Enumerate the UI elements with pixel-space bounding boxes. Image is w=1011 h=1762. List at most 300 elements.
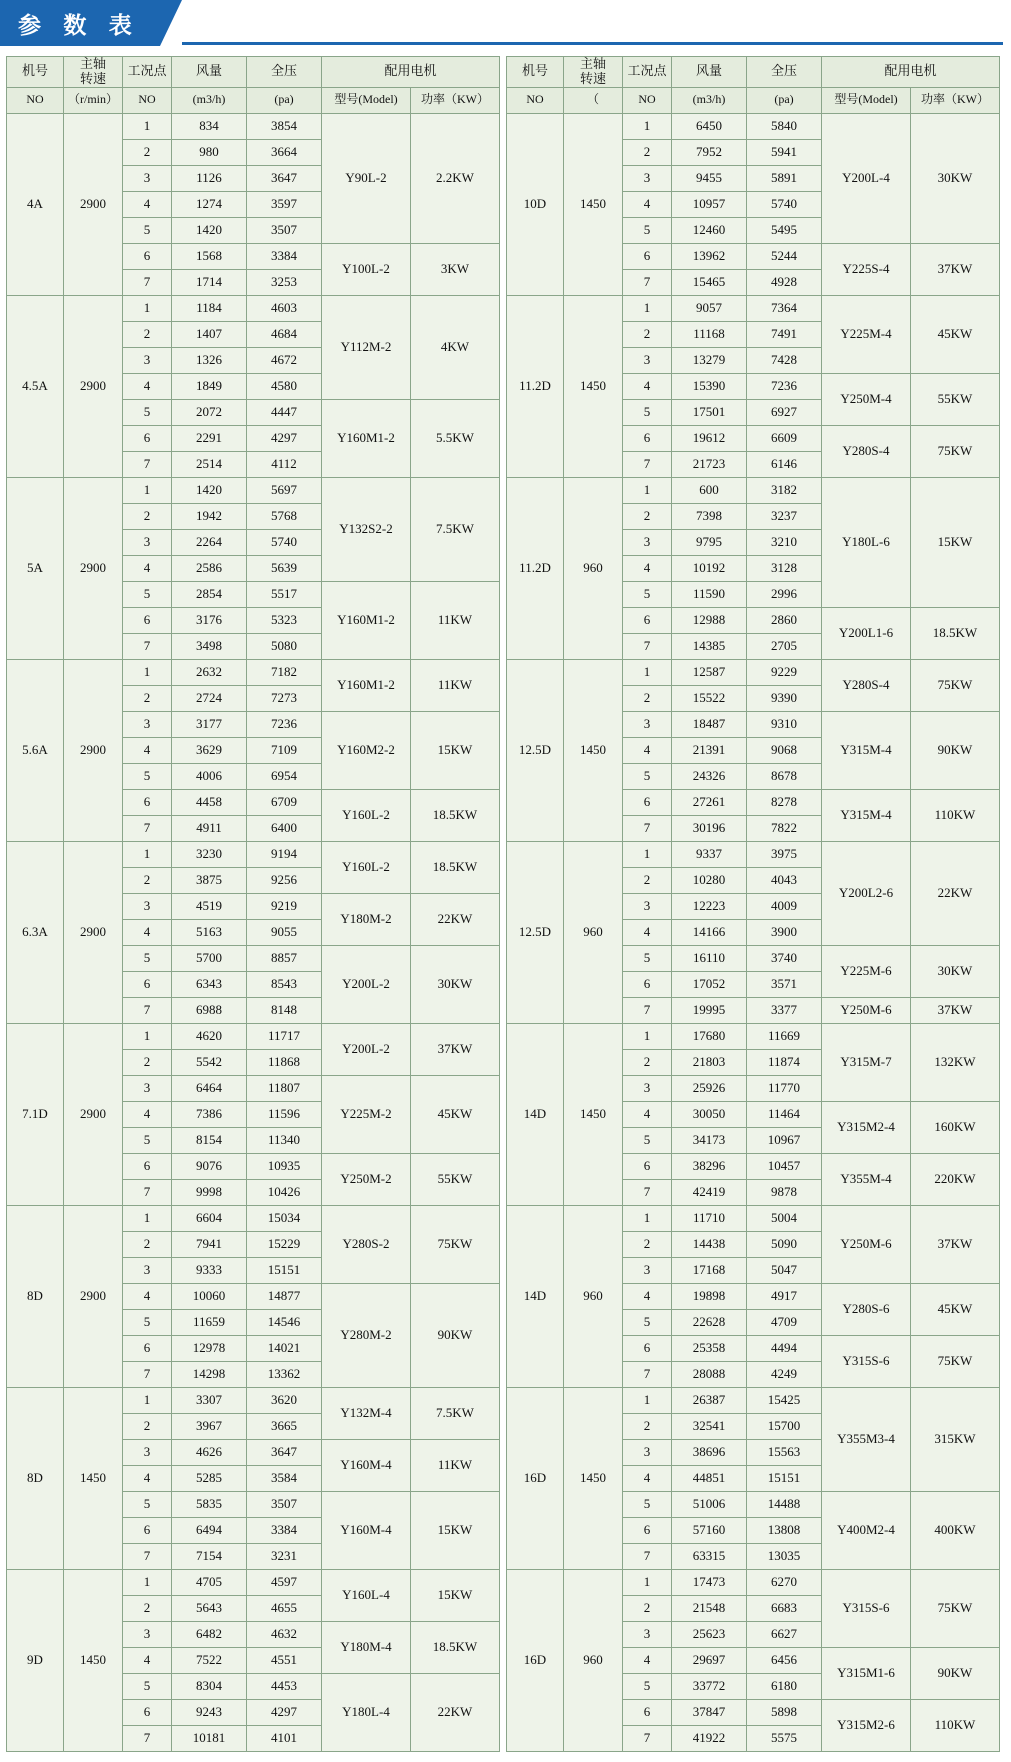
cell-point: 6 (123, 1153, 172, 1179)
cell-point: 3 (623, 529, 672, 555)
cell-flow: 29697 (672, 1647, 747, 1673)
cell-point: 6 (623, 243, 672, 269)
cell-flow: 7522 (172, 1647, 247, 1673)
table-row (507, 1205, 1000, 1231)
cell-press: 4684 (247, 321, 322, 347)
cell-flow: 6482 (172, 1621, 247, 1647)
cell-flow: 18487 (672, 711, 747, 737)
cell-rpm: 2900 (64, 1205, 123, 1387)
cell-press: 7822 (747, 815, 822, 841)
cell-point: 5 (623, 763, 672, 789)
cell-flow: 30050 (672, 1101, 747, 1127)
header-motor: 配用电机 (822, 57, 1000, 88)
cell-point: 7 (623, 1725, 672, 1751)
cell-point: 4 (623, 1465, 672, 1491)
cell-motor-model: Y200L1-6 (822, 607, 911, 659)
cell-point: 7 (623, 451, 672, 477)
cell-point: 6 (123, 1517, 172, 1543)
cell-press: 5080 (247, 633, 322, 659)
cell-flow: 5643 (172, 1595, 247, 1621)
table-row (507, 477, 1000, 503)
cell-point: 7 (123, 451, 172, 477)
cell-flow: 9243 (172, 1699, 247, 1725)
cell-motor-power: 15KW (411, 1569, 500, 1621)
cell-motor-power: 75KW (911, 1569, 1000, 1647)
header-model: 型号(Model) (822, 87, 911, 113)
cell-motor-model: Y180M-4 (322, 1621, 411, 1673)
cell-press: 10426 (247, 1179, 322, 1205)
cell-point: 6 (123, 243, 172, 269)
cell-flow: 2514 (172, 451, 247, 477)
cell-press: 6270 (747, 1569, 822, 1595)
cell-flow: 9455 (672, 165, 747, 191)
cell-press: 4709 (747, 1309, 822, 1335)
cell-motor-model: Y200L2-6 (822, 841, 911, 945)
cell-press: 4580 (247, 373, 322, 399)
cell-flow: 17052 (672, 971, 747, 997)
cell-press: 6927 (747, 399, 822, 425)
table-row (7, 1387, 500, 1413)
cell-point: 4 (123, 1465, 172, 1491)
cell-motor-power: 37KW (911, 243, 1000, 295)
cell-flow: 600 (672, 477, 747, 503)
cell-press: 15700 (747, 1413, 822, 1439)
cell-motor-power: 37KW (911, 997, 1000, 1023)
cell-point: 3 (623, 347, 672, 373)
cell-flow: 38696 (672, 1439, 747, 1465)
cell-point: 3 (123, 1257, 172, 1283)
cell-press: 4101 (247, 1725, 322, 1751)
cell-press: 7273 (247, 685, 322, 711)
cell-motor-power: 75KW (911, 425, 1000, 477)
cell-flow: 1326 (172, 347, 247, 373)
cell-machine-no: 11.2D (507, 295, 564, 477)
cell-motor-model: Y250M-6 (822, 997, 911, 1023)
cell-press: 11340 (247, 1127, 322, 1153)
cell-press: 7236 (247, 711, 322, 737)
cell-flow: 9333 (172, 1257, 247, 1283)
cell-press: 11669 (747, 1023, 822, 1049)
cell-rpm: 1450 (564, 113, 623, 295)
cell-press: 15229 (247, 1231, 322, 1257)
cell-point: 5 (623, 581, 672, 607)
cell-machine-no: 14D (507, 1023, 564, 1205)
cell-motor-power: 220KW (911, 1153, 1000, 1205)
cell-motor-model: Y160L-2 (322, 841, 411, 893)
cell-point: 4 (123, 373, 172, 399)
cell-motor-power: 110KW (911, 1699, 1000, 1751)
cell-point: 2 (623, 1413, 672, 1439)
cell-point: 5 (123, 1127, 172, 1153)
cell-flow: 6343 (172, 971, 247, 997)
cell-motor-model: Y250M-6 (822, 1205, 911, 1283)
cell-rpm: 1450 (564, 295, 623, 477)
cell-point: 2 (623, 867, 672, 893)
cell-machine-no: 16D (507, 1387, 564, 1569)
cell-flow: 5700 (172, 945, 247, 971)
cell-flow: 51006 (672, 1491, 747, 1517)
cell-motor-model: Y132S2-2 (322, 477, 411, 581)
cell-point: 1 (123, 295, 172, 321)
table-row (7, 295, 500, 321)
cell-point: 5 (623, 1309, 672, 1335)
cell-motor-model: Y280S-2 (322, 1205, 411, 1283)
cell-flow: 44851 (672, 1465, 747, 1491)
cell-press: 6180 (747, 1673, 822, 1699)
cell-press: 6627 (747, 1621, 822, 1647)
cell-flow: 17473 (672, 1569, 747, 1595)
cell-press: 3507 (247, 1491, 322, 1517)
cell-motor-power: 30KW (911, 113, 1000, 243)
cell-press: 4603 (247, 295, 322, 321)
cell-flow: 25358 (672, 1335, 747, 1361)
cell-motor-power: 11KW (411, 659, 500, 711)
cell-press: 13362 (247, 1361, 322, 1387)
cell-point: 5 (623, 1673, 672, 1699)
cell-press: 11464 (747, 1101, 822, 1127)
cell-point: 5 (623, 399, 672, 425)
cell-press: 2860 (747, 607, 822, 633)
cell-motor-model: Y315M2-6 (822, 1699, 911, 1751)
cell-motor-power: 15KW (911, 477, 1000, 607)
cell-press: 7182 (247, 659, 322, 685)
cell-point: 3 (123, 893, 172, 919)
cell-motor-model: Y160L-2 (322, 789, 411, 841)
cell-flow: 57160 (672, 1517, 747, 1543)
cell-press: 8857 (247, 945, 322, 971)
cell-flow: 10192 (672, 555, 747, 581)
cell-flow: 12988 (672, 607, 747, 633)
cell-press: 3377 (747, 997, 822, 1023)
cell-flow: 1849 (172, 373, 247, 399)
cell-motor-model: Y225M-2 (322, 1075, 411, 1153)
cell-machine-no: 16D (507, 1569, 564, 1751)
cell-point: 7 (123, 633, 172, 659)
cell-motor-power: 22KW (411, 1673, 500, 1751)
cell-press: 3384 (247, 1517, 322, 1543)
cell-flow: 34173 (672, 1127, 747, 1153)
cell-motor-model: Y280M-2 (322, 1283, 411, 1387)
table-row (7, 477, 500, 503)
cell-flow: 15390 (672, 373, 747, 399)
cell-press: 5517 (247, 581, 322, 607)
cell-motor-model: Y200L-2 (322, 1023, 411, 1075)
header-row-units (7, 87, 500, 113)
header-rpm-unit: （ (564, 87, 623, 113)
cell-flow: 2724 (172, 685, 247, 711)
page-title: 参 数 表 (0, 0, 160, 46)
cell-point: 2 (123, 321, 172, 347)
cell-point: 4 (123, 1101, 172, 1127)
cell-motor-power: 15KW (411, 1491, 500, 1569)
cell-motor-model: Y250M-2 (322, 1153, 411, 1205)
cell-press: 4672 (247, 347, 322, 373)
cell-press: 5740 (247, 529, 322, 555)
cell-machine-no: 5A (7, 477, 64, 659)
cell-flow: 9076 (172, 1153, 247, 1179)
cell-flow: 22628 (672, 1309, 747, 1335)
cell-press: 13035 (747, 1543, 822, 1569)
cell-point: 7 (623, 1361, 672, 1387)
cell-point: 5 (623, 945, 672, 971)
cell-press: 4447 (247, 399, 322, 425)
cell-motor-power: 90KW (911, 711, 1000, 789)
cell-flow: 14166 (672, 919, 747, 945)
cell-flow: 2264 (172, 529, 247, 555)
cell-press: 3597 (247, 191, 322, 217)
cell-motor-power: 11KW (411, 581, 500, 659)
cell-press: 9194 (247, 841, 322, 867)
cell-flow: 3875 (172, 867, 247, 893)
cell-motor-model: Y100L-2 (322, 243, 411, 295)
cell-point: 5 (123, 1673, 172, 1699)
cell-press: 5768 (247, 503, 322, 529)
page-banner (0, 0, 1011, 56)
cell-press: 5495 (747, 217, 822, 243)
cell-flow: 19898 (672, 1283, 747, 1309)
cell-flow: 24326 (672, 763, 747, 789)
cell-press: 9219 (247, 893, 322, 919)
cell-flow: 7952 (672, 139, 747, 165)
cell-motor-power: 7.5KW (411, 1387, 500, 1439)
cell-point: 6 (623, 607, 672, 633)
cell-point: 7 (123, 997, 172, 1023)
cell-motor-model: Y355M-4 (822, 1153, 911, 1205)
cell-press: 6400 (247, 815, 322, 841)
cell-flow: 12460 (672, 217, 747, 243)
cell-press: 15034 (247, 1205, 322, 1231)
cell-flow: 4620 (172, 1023, 247, 1049)
cell-press: 3237 (747, 503, 822, 529)
cell-flow: 4626 (172, 1439, 247, 1465)
cell-flow: 8304 (172, 1673, 247, 1699)
cell-press: 6709 (247, 789, 322, 815)
cell-point: 1 (623, 841, 672, 867)
table-row (7, 113, 500, 139)
cell-press: 9390 (747, 685, 822, 711)
cell-motor-power: 110KW (911, 789, 1000, 841)
cell-point: 4 (123, 919, 172, 945)
cell-point: 3 (123, 347, 172, 373)
table-body (507, 113, 1000, 1751)
cell-motor-model: Y250M-4 (822, 373, 911, 425)
header-no-unit: NO (507, 87, 564, 113)
header-power: 功率（KW） (911, 87, 1000, 113)
cell-flow: 3307 (172, 1387, 247, 1413)
cell-flow: 10181 (172, 1725, 247, 1751)
cell-point: 3 (123, 165, 172, 191)
cell-point: 4 (623, 1283, 672, 1309)
cell-press: 5575 (747, 1725, 822, 1751)
cell-press: 3128 (747, 555, 822, 581)
cell-point: 5 (123, 399, 172, 425)
cell-motor-power: 315KW (911, 1387, 1000, 1491)
header-point: 工况点 (623, 57, 672, 88)
cell-point: 4 (623, 373, 672, 399)
cell-press: 4632 (247, 1621, 322, 1647)
cell-point: 5 (623, 217, 672, 243)
cell-rpm: 960 (564, 477, 623, 659)
cell-flow: 42419 (672, 1179, 747, 1205)
cell-machine-no: 8D (7, 1205, 64, 1387)
cell-flow: 17680 (672, 1023, 747, 1049)
header-row-units (507, 87, 1000, 113)
cell-point: 6 (623, 971, 672, 997)
cell-press: 11596 (247, 1101, 322, 1127)
cell-press: 7428 (747, 347, 822, 373)
cell-flow: 25926 (672, 1075, 747, 1101)
cell-motor-power: 22KW (911, 841, 1000, 945)
cell-point: 3 (623, 711, 672, 737)
cell-press: 4917 (747, 1283, 822, 1309)
cell-flow: 10957 (672, 191, 747, 217)
cell-point: 4 (123, 737, 172, 763)
cell-motor-power: 45KW (911, 1283, 1000, 1335)
header-flow: 风量 (172, 57, 247, 88)
cell-motor-model: Y225M-4 (822, 295, 911, 373)
cell-flow: 2586 (172, 555, 247, 581)
header-row-primary (507, 57, 1000, 88)
cell-flow: 1274 (172, 191, 247, 217)
cell-flow: 33772 (672, 1673, 747, 1699)
cell-press: 5090 (747, 1231, 822, 1257)
cell-press: 15563 (747, 1439, 822, 1465)
cell-flow: 6604 (172, 1205, 247, 1231)
cell-point: 5 (123, 217, 172, 243)
cell-motor-model: Y160L-4 (322, 1569, 411, 1621)
cell-motor-power: 37KW (411, 1023, 500, 1075)
cell-machine-no: 12.5D (507, 841, 564, 1023)
cell-flow: 1420 (172, 217, 247, 243)
cell-rpm: 2900 (64, 659, 123, 841)
cell-point: 5 (623, 1127, 672, 1153)
cell-press: 15425 (747, 1387, 822, 1413)
cell-press: 3384 (247, 243, 322, 269)
table-row (507, 1023, 1000, 1049)
cell-point: 5 (123, 581, 172, 607)
cell-point: 3 (123, 1439, 172, 1465)
cell-rpm: 2900 (64, 841, 123, 1023)
cell-flow: 7398 (672, 503, 747, 529)
cell-motor-model: Y200L-4 (822, 113, 911, 243)
cell-point: 1 (623, 113, 672, 139)
cell-motor-model: Y180L-6 (822, 477, 911, 607)
cell-press: 11807 (247, 1075, 322, 1101)
cell-point: 6 (123, 789, 172, 815)
cell-press: 10457 (747, 1153, 822, 1179)
cell-press: 9878 (747, 1179, 822, 1205)
cell-press: 4655 (247, 1595, 322, 1621)
cell-flow: 16110 (672, 945, 747, 971)
cell-point: 5 (623, 1491, 672, 1517)
cell-flow: 3498 (172, 633, 247, 659)
cell-point: 7 (123, 1543, 172, 1569)
cell-flow: 5542 (172, 1049, 247, 1075)
cell-press: 5840 (747, 113, 822, 139)
table-head (507, 57, 1000, 114)
cell-press: 4494 (747, 1335, 822, 1361)
cell-flow: 21391 (672, 737, 747, 763)
cell-motor-power: 30KW (411, 945, 500, 1023)
cell-flow: 8154 (172, 1127, 247, 1153)
cell-press: 6609 (747, 425, 822, 451)
cell-press: 14488 (747, 1491, 822, 1517)
cell-machine-no: 8D (7, 1387, 64, 1569)
cell-motor-model: Y315M-4 (822, 789, 911, 841)
cell-press: 3665 (247, 1413, 322, 1439)
cell-point: 5 (123, 763, 172, 789)
cell-point: 6 (623, 425, 672, 451)
cell-point: 7 (623, 633, 672, 659)
cell-motor-power: 400KW (911, 1491, 1000, 1569)
cell-point: 4 (123, 555, 172, 581)
cell-point: 6 (623, 1517, 672, 1543)
cell-motor-power: 30KW (911, 945, 1000, 997)
cell-press: 5323 (247, 607, 322, 633)
cell-flow: 12978 (172, 1335, 247, 1361)
cell-flow: 3176 (172, 607, 247, 633)
cell-point: 6 (123, 1699, 172, 1725)
cell-point: 1 (123, 659, 172, 685)
header-flow-unit: (m3/h) (672, 87, 747, 113)
cell-flow: 13962 (672, 243, 747, 269)
cell-flow: 1420 (172, 477, 247, 503)
cell-flow: 1126 (172, 165, 247, 191)
cell-flow: 1568 (172, 243, 247, 269)
cell-rpm: 1450 (564, 1387, 623, 1569)
cell-flow: 5163 (172, 919, 247, 945)
header-point-unit: NO (123, 87, 172, 113)
cell-point: 1 (123, 477, 172, 503)
cell-press: 9256 (247, 867, 322, 893)
header-point: 工况点 (123, 57, 172, 88)
cell-press: 4453 (247, 1673, 322, 1699)
cell-motor-power: 22KW (411, 893, 500, 945)
table-row (7, 1023, 500, 1049)
cell-rpm: 2900 (64, 295, 123, 477)
cell-press: 3900 (747, 919, 822, 945)
cell-press: 3854 (247, 113, 322, 139)
cell-motor-model: Y160M1-2 (322, 581, 411, 659)
cell-flow: 63315 (672, 1543, 747, 1569)
cell-press: 3182 (747, 477, 822, 503)
cell-motor-power: 4KW (411, 295, 500, 399)
cell-point: 1 (123, 1569, 172, 1595)
cell-flow: 12587 (672, 659, 747, 685)
table-row (7, 1205, 500, 1231)
cell-flow: 9998 (172, 1179, 247, 1205)
cell-flow: 5835 (172, 1491, 247, 1517)
cell-press: 8678 (747, 763, 822, 789)
cell-press: 4928 (747, 269, 822, 295)
cell-point: 1 (123, 1205, 172, 1231)
cell-point: 3 (623, 1075, 672, 1101)
cell-rpm: 1450 (64, 1387, 123, 1569)
cell-point: 4 (623, 1647, 672, 1673)
cell-point: 4 (623, 555, 672, 581)
cell-point: 2 (623, 1049, 672, 1075)
table-row (7, 841, 500, 867)
cell-motor-power: 18.5KW (911, 607, 1000, 659)
cell-flow: 7941 (172, 1231, 247, 1257)
cell-press: 3584 (247, 1465, 322, 1491)
header-row-primary (7, 57, 500, 88)
header-power: 功率（KW） (411, 87, 500, 113)
cell-point: 3 (123, 1621, 172, 1647)
cell-point: 6 (623, 789, 672, 815)
cell-flow: 3967 (172, 1413, 247, 1439)
cell-press: 8148 (247, 997, 322, 1023)
